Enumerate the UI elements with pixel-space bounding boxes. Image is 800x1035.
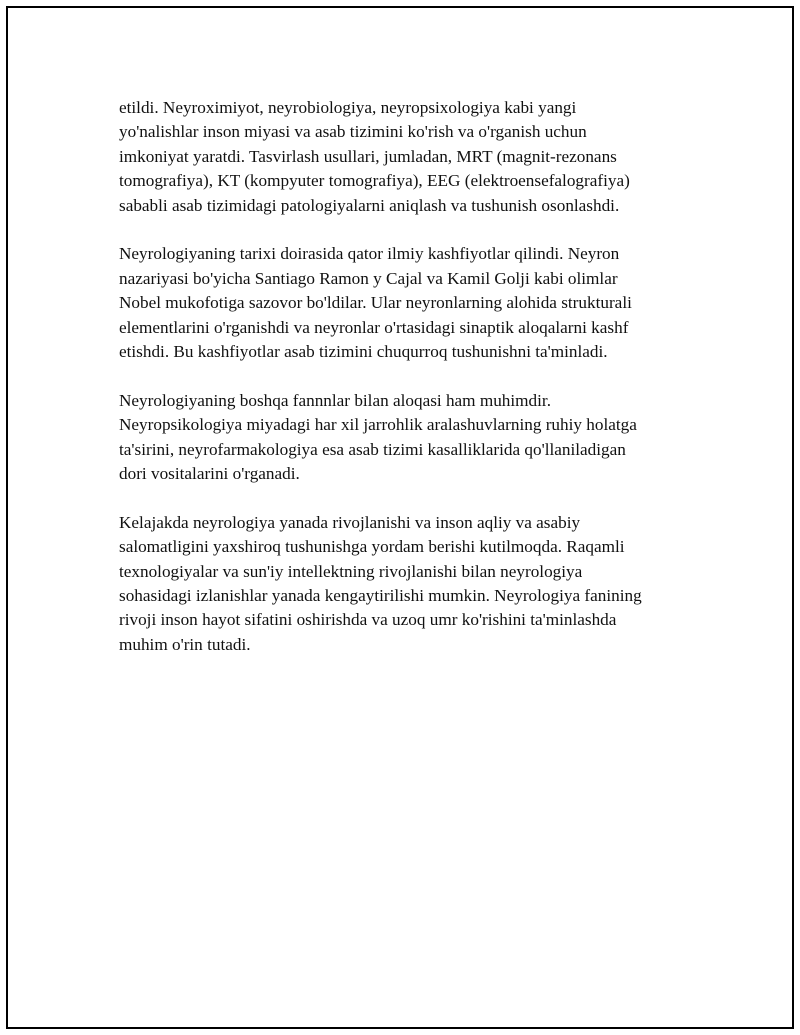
document-body: [119, 96, 699, 682]
text-line: etildi. Neyroximiyot, neyrobiologiya, neyropsixologiya kabi yangi: [119, 98, 577, 117]
text-line: muhim o'rin tutadi.: [119, 634, 251, 654]
text-line: salomatligini yaxshiroq tushunishga yordam berishi kutilmoqda. Raqamli: [119, 537, 625, 557]
text-line: etishdi. Bu kashfiyotlar asab tizimini chuqurroq tushunishni ta'minladi.: [119, 342, 608, 362]
text-line: Nobel mukofotiga sazovor bo'ldilar. Ular neyronlarning alohida strukturali: [119, 293, 632, 313]
text-line: sohasidagi izlanishlar yanada kengaytirilishi mumkin. Neyrologiya fanining: [119, 586, 642, 606]
text-line: imkoniyat yaratdi. Tasvirlash usullari, jumladan, MRT (magnit-rezonans: [119, 146, 617, 166]
text-line: Neyrologiyaning tarixi doirasida qator ilmiy kashfiyotlar qilindi. Neyron: [119, 244, 620, 264]
text-line: elementlarini o'rganishdi va neyronlar o'rtasidagi sinaptik aloqalarni kashf: [119, 317, 629, 337]
text-line: yo'nalishlar inson miyasi va asab tizimini ko'rish va o'rganish uchun: [119, 122, 587, 142]
text-line: rivoji inson hayot sifatini oshirishda va uzoq umr ko'rishini ta'minlashda: [119, 610, 617, 630]
document-page: [6, 6, 794, 1029]
text-line: sababli asab tizimidagi patologiyalarni aniqlash va tushunish osonlashdi.: [119, 195, 620, 215]
paragraph-1: [119, 96, 699, 218]
text-line: texnologiyalar va sun'iy intellektning rivojlanishi bilan neyrologiya: [119, 561, 583, 581]
text-line: ta'sirini, neyrofarmakologiya esa asab tizimi kasalliklarida qo'llaniladigan: [119, 439, 626, 459]
paragraph-3: [119, 389, 699, 487]
text-line: nazariyasi bo'yicha Santiago Ramon y Cajal va Kamil Golji kabi olimlar: [119, 268, 618, 288]
text-line: Kelajakda neyrologiya yanada rivojlanishi va inson aqliy va asabiy: [119, 512, 581, 532]
text-line: Neyropsikologiya miyadagi har xil jarrohlik aralashuvlarning ruhiy holatga: [119, 415, 637, 435]
paragraph-4: [119, 511, 699, 657]
text-line: dori vositalarini o'rganadi.: [119, 464, 300, 484]
paragraph-2: [119, 242, 699, 364]
text-line: tomografiya), KT (kompyuter tomografiya), EEG (elektroensefalografiya): [119, 171, 630, 191]
text-line: Neyrologiyaning boshqa fannnlar bilan aloqasi ham muhimdir.: [119, 390, 551, 410]
